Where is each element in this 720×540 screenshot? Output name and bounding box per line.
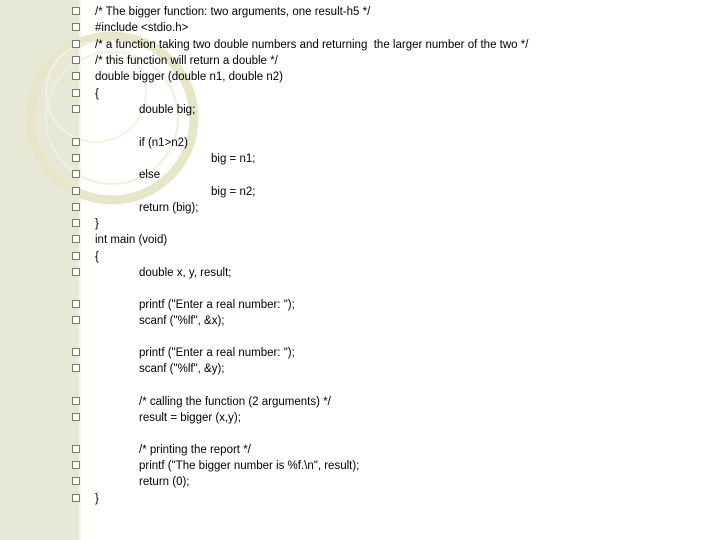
- code-line: [0, 410, 720, 426]
- code-line: [0, 458, 720, 474]
- code-line: [0, 86, 720, 102]
- bullet-box-icon: [72, 72, 80, 80]
- code-text: double bigger (double n1, double n2): [95, 71, 283, 83]
- code-text: }: [95, 218, 99, 230]
- bullet-box-icon: [72, 7, 80, 15]
- bullet-box-icon: [72, 252, 80, 260]
- code-text: #include <stdio.h>: [95, 22, 189, 34]
- code-text: printf ("Enter a real number: ");: [139, 347, 295, 359]
- code-line: [0, 216, 720, 232]
- bullet-box-icon: [72, 316, 80, 324]
- code-text: {: [95, 88, 99, 100]
- bullet-box-icon: [72, 89, 80, 97]
- bullet-box-icon: [72, 445, 80, 453]
- code-line: [0, 53, 720, 69]
- bullet-box-icon: [72, 397, 80, 405]
- code-text: if (n1>n2): [139, 137, 188, 149]
- bullet-box-icon: [72, 494, 80, 502]
- bullet-box-icon: [72, 235, 80, 243]
- code-text: return (0);: [139, 476, 190, 488]
- code-line: [0, 151, 720, 167]
- code-text: double big;: [139, 104, 196, 116]
- code-text: /* this function will return a double */: [95, 55, 278, 67]
- bullet-box-icon: [72, 477, 80, 485]
- bullet-box-icon: [72, 138, 80, 146]
- bullet-box-icon: [72, 56, 80, 64]
- bullet-box-icon: [72, 348, 80, 356]
- code-text: double x, y, result;: [139, 267, 232, 279]
- bullet-box-icon: [72, 461, 80, 469]
- code-text: big = n1;: [211, 153, 256, 165]
- code-line: [0, 491, 720, 507]
- bullet-box-icon: [72, 23, 80, 31]
- code-text: printf ("Enter a real number: ");: [139, 299, 295, 311]
- code-line: [0, 20, 720, 36]
- code-line: [0, 361, 720, 377]
- code-line: [0, 167, 720, 183]
- bullet-box-icon: [72, 219, 80, 227]
- code-line: [0, 442, 720, 458]
- code-line: [0, 297, 720, 313]
- bullet-box-icon: [72, 203, 80, 211]
- code-line: [0, 135, 720, 151]
- code-line: [0, 249, 720, 265]
- code-text: /* printing the report */: [139, 444, 251, 456]
- code-text: result = bigger (x,y);: [139, 412, 241, 424]
- bullet-box-icon: [72, 268, 80, 276]
- code-text: scanf ("%lf", &y);: [139, 363, 225, 375]
- bullet-box-icon: [72, 40, 80, 48]
- code-line: [0, 69, 720, 85]
- code-text: int main (void): [95, 234, 168, 246]
- code-text: /* calling the function (2 arguments) */: [139, 396, 331, 408]
- code-text: }: [95, 493, 99, 505]
- code-line: [0, 345, 720, 361]
- bullet-box-icon: [72, 187, 80, 195]
- code-text: /* The bigger function: two arguments, one result-h5 */: [95, 6, 371, 18]
- bullet-box-icon: [72, 105, 80, 113]
- code-text: {: [95, 251, 99, 263]
- bullet-box-icon: [72, 413, 80, 421]
- code-line: [0, 313, 720, 329]
- code-text: /* a function taking two double numbers and returning the larger number of the two */: [95, 39, 529, 51]
- code-line: [0, 200, 720, 216]
- code-line: [0, 102, 720, 118]
- bullet-box-icon: [72, 300, 80, 308]
- bullet-box-icon: [72, 170, 80, 178]
- code-line: [0, 4, 720, 20]
- bullet-box-icon: [72, 154, 80, 162]
- code-text: big = n2;: [211, 186, 256, 198]
- code-text: scanf ("%lf", &x);: [139, 315, 225, 327]
- bullet-box-icon: [72, 364, 80, 372]
- code-line: [0, 184, 720, 200]
- code-line: [0, 37, 720, 53]
- code-line: [0, 232, 720, 248]
- code-text: return (big);: [139, 202, 199, 214]
- code-line: [0, 265, 720, 281]
- code-line: [0, 394, 720, 410]
- code-text: else: [139, 169, 161, 181]
- code-line: [0, 474, 720, 490]
- code-text: printf ("The bigger number is %f.\n", result);: [139, 460, 360, 472]
